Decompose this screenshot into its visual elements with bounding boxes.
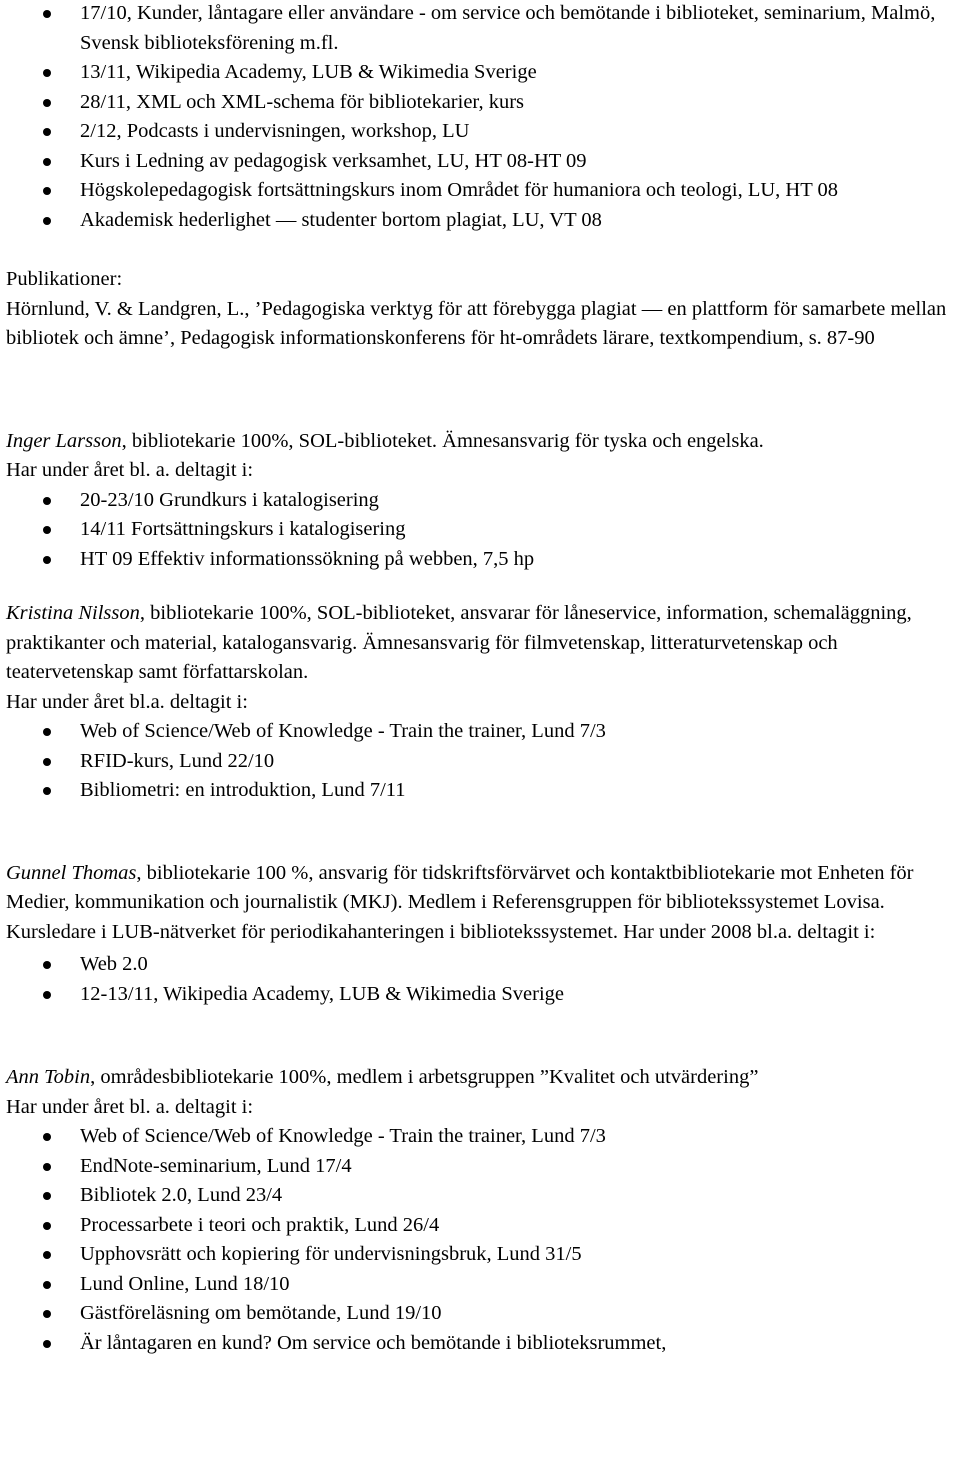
staff-entry-inger xyxy=(6,427,958,457)
list-item: 14/11 Fortsättningskurs i katalogisering xyxy=(6,515,958,545)
list-item: Processarbete i teori och praktik, Lund 26/4 xyxy=(6,1211,958,1241)
staff-description: , bibliotekarie 100%, SOL-biblioteket. Ämnesansvarig för tyska och engelska. xyxy=(121,429,764,452)
list-item: 2/12, Podcasts i undervisningen, workshop, LU xyxy=(6,117,958,147)
list-item: 13/11, Wikipedia Academy, LUB & Wikimedia Sverige xyxy=(6,58,958,88)
list-item: Web 2.0 xyxy=(6,950,958,980)
list-item: 20-23/10 Grundkurs i katalogisering xyxy=(6,486,958,516)
staff-description: , bibliotekarie 100%, SOL-biblioteket, ansvarar för låneservice, information, schemaläggning, praktikanter och material, katalogansvarig. Ämnesansvarig för filmvetenskap, litteraturvetenskap och teatervetenskap samt författarskolan. xyxy=(6,602,912,683)
staff-entry-gunnel xyxy=(6,859,958,948)
staff-description: , områdesbibliotekarie 100%, medlem i arbetsgruppen ”Kvalitet och utvärdering” xyxy=(90,1066,759,1088)
staff-description: , bibliotekarie 100 %, ansvarig för tidskriftsförvärvet och kontaktbibliotekarie mot Enheten för Medier, kommunikation och journalistik (MKJ). Medlem i Referensgruppen för bibliotekssystemet Lovisa. Kursledare i LUB-nätverket för periodikahanteringen i bibliotekssystemet. Har under 2008 bl.a. deltagit i: xyxy=(6,861,914,943)
list-item: HT 09 Effektiv informationssökning på webben, 7,5 hp xyxy=(6,545,958,575)
staff-name: Inger Larsson xyxy=(6,429,122,452)
list-item: Bibliotek 2.0, Lund 23/4 xyxy=(6,1181,958,1211)
list-item: Web of Science/Web of Knowledge - Train the trainer, Lund 7/3 xyxy=(6,717,958,747)
course-list-top xyxy=(6,0,958,235)
participation-intro: Har under året bl.a. deltagit i: xyxy=(6,690,248,713)
list-item: Bibliometri: en introduktion, Lund 7/11 xyxy=(6,776,958,806)
list-item: Akademisk hederlighet — studenter bortom plagiat, LU, VT 08 xyxy=(6,206,958,236)
list-item: 28/11, XML och XML-schema för bibliotekarier, kurs xyxy=(6,88,958,118)
list-item: Är låntagaren en kund? Om service och bemötande i biblioteksrummet, xyxy=(6,1329,958,1359)
list-item: Kurs i Ledning av pedagogisk verksamhet, LU, HT 08-HT 09 xyxy=(6,147,958,177)
course-list-ann xyxy=(6,1122,958,1358)
list-item: Upphovsrätt och kopiering för undervisningsbruk, Lund 31/5 xyxy=(6,1240,958,1270)
list-item: Web of Science/Web of Knowledge - Train the trainer, Lund 7/3 xyxy=(6,1122,958,1152)
document-page xyxy=(6,0,958,1358)
list-item: 12-13/11, Wikipedia Academy, LUB & Wikimedia Sverige xyxy=(6,980,958,1010)
staff-entry-ann xyxy=(6,1063,958,1093)
list-item: Lund Online, Lund 18/10 xyxy=(6,1270,958,1300)
staff-name: Ann Tobin xyxy=(6,1066,91,1088)
course-list-kristina xyxy=(6,717,958,806)
list-item: RFID-kurs, Lund 22/10 xyxy=(6,747,958,777)
participation-intro: Har under året bl. a. deltagit i: xyxy=(6,459,254,481)
publication-entry: Hörnlund, V. & Landgren, L., ’Pedagogiska verktyg för att förebygga plagiat — en plattform för samarbete mellan bibliotek och ämne’, Pedagogisk informationskonferens för ht-områdets lärare, textkompendium, s. 87-90 xyxy=(6,297,947,349)
staff-entry-kristina xyxy=(6,599,958,688)
publications-heading: Publikationer: xyxy=(6,268,123,290)
list-item: Högskolepedagogisk fortsättningskurs inom Området för humaniora och teologi, LU, HT 08 xyxy=(6,176,958,206)
staff-name: Gunnel Thomas xyxy=(6,861,137,884)
list-item: Gästföreläsning om bemötande, Lund 19/10 xyxy=(6,1299,958,1329)
course-list-gunnel xyxy=(6,950,958,1009)
list-item: EndNote-seminarium, Lund 17/4 xyxy=(6,1152,958,1182)
course-list-inger xyxy=(6,486,958,575)
list-item: 17/10, Kunder, låntagare eller användare - om service och bemötande i biblioteket, seminarium, Malmö, Svensk biblioteksförening m.fl. xyxy=(6,0,958,58)
participation-intro: Har under året bl. a. deltagit i: xyxy=(6,1095,254,1118)
staff-name: Kristina Nilsson xyxy=(6,602,140,624)
